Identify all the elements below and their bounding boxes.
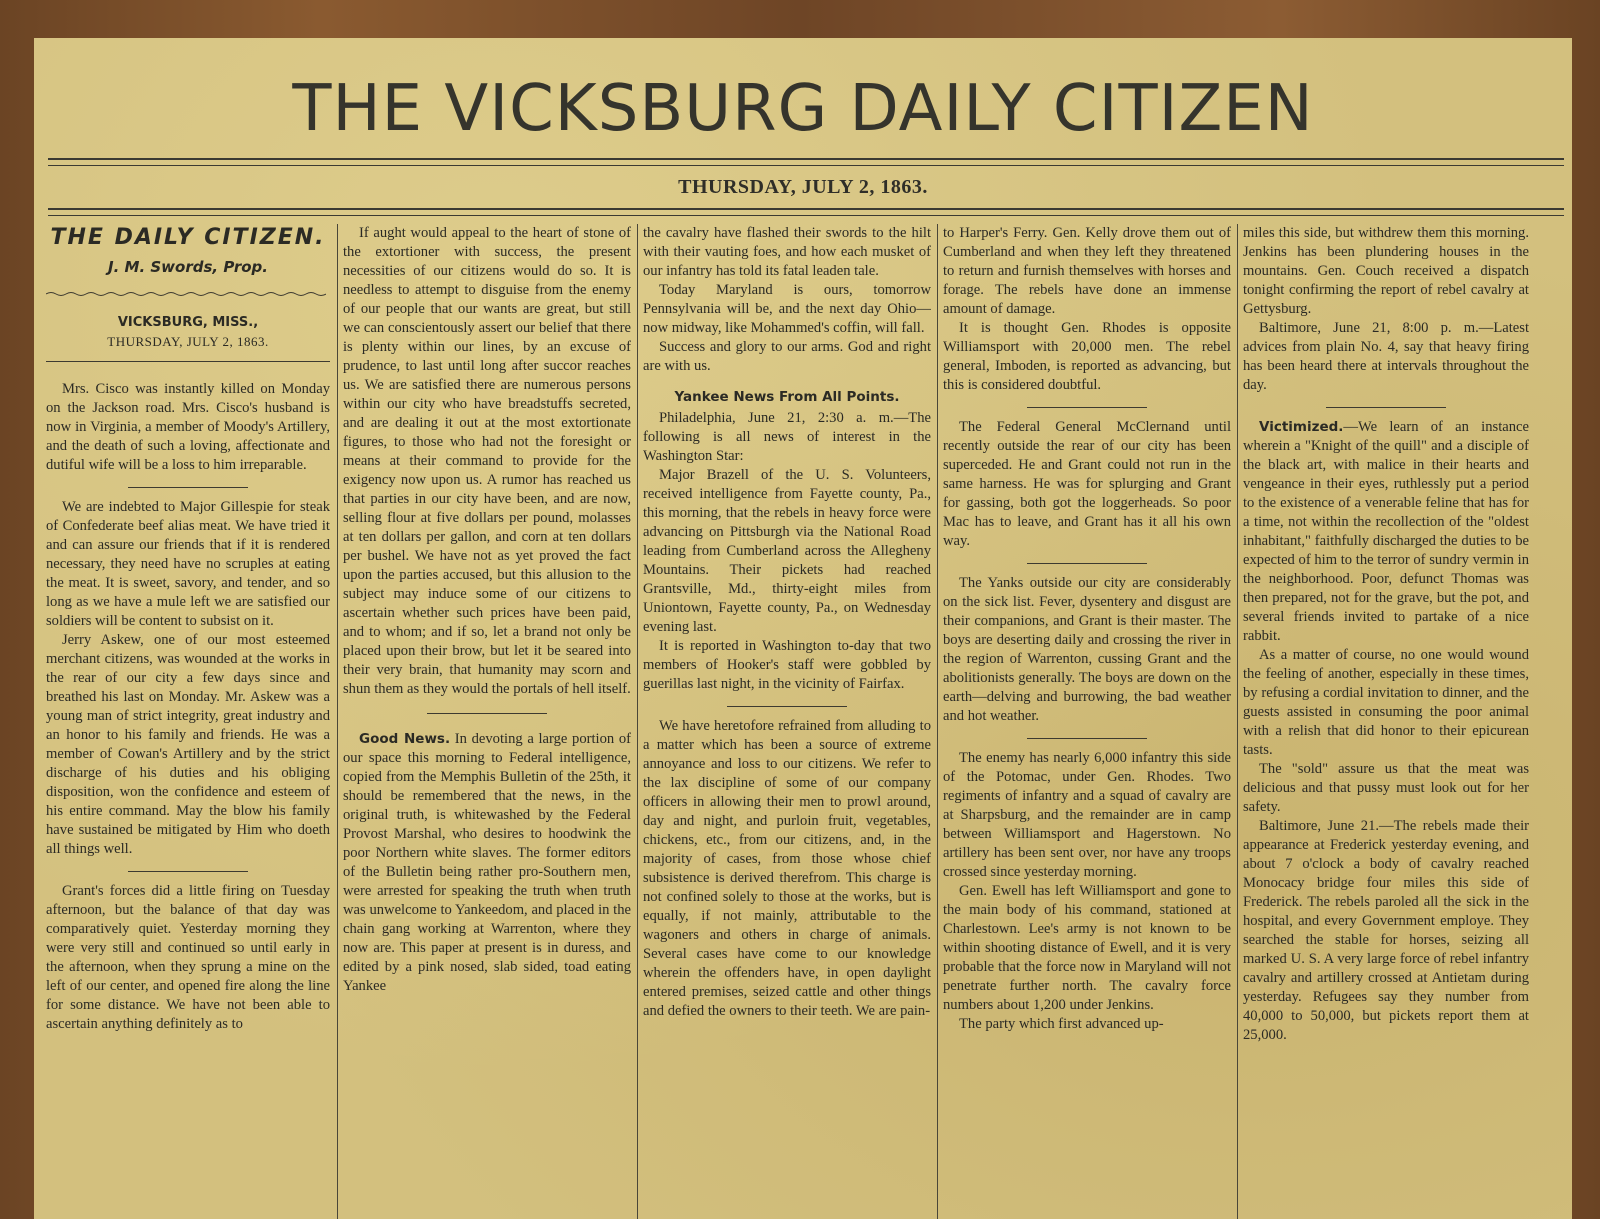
article-paragraph: Mrs. Cisco was instantly killed on Monday on the Jackson road. Mrs. Cisco's husband is now in Virginia, a member of Moody's Artillery, and the death of such a loving, affectionate and dutiful wife will be a loss to him irreparable.	[46, 381, 330, 473]
column-date-line: THURSDAY, JULY 2, 1863.	[107, 334, 269, 349]
column-rule	[46, 361, 330, 362]
article-paragraph: The party which first advanced up-	[959, 1016, 1164, 1032]
column-1	[46, 224, 330, 1219]
article-heading: Good News.	[359, 731, 451, 747]
newspaper-page	[34, 38, 1572, 1219]
article-paragraph: As a matter of course, no one would wound the feeling of another, especially in these times, by refusing a cordial invitation to dinner, and the guests assisted in consuming the poor animal with a relish that did honor to their epicurean tasts.	[1243, 647, 1529, 758]
article-heading: Victimized.	[1259, 419, 1344, 435]
article-separator	[1027, 738, 1147, 739]
article-paragraph: Philadelphia, June 21, 2:30 a. m.—The following is all news of interest in the Washington Star:	[643, 410, 931, 464]
article-paragraph: the cavalry have flashed their swords to the hilt with their vauting foes, and how each musket of our infantry has told its fatal leaden tale.	[643, 225, 931, 279]
column-4	[943, 224, 1231, 1219]
article-paragraph: Gen. Ewell has left Williamsport and gone to the main body of his command, stationed at Charlestown. Lee's army is not known to be within shooting distance of Ewell, and it is very probable that the force now in Maryland will not penetrate further north. The cavalry force numbers about 1,200 under Jenkins.	[943, 883, 1231, 1013]
article-paragraph: Success and glory to our arms. God and right are with us.	[643, 339, 931, 374]
article-paragraph: The Yanks outside our city are considerably on the sick list. Fever, dysentery and disgust are their companions, and Grant is their master. The boys are deserting daily and crossing the river in the region of Warrenton, cussing Grant and the abolitionists generally. The boys are down on the earth—delving and burrowing, the bad weather and hot weather.	[943, 575, 1231, 724]
article-separator	[727, 706, 847, 707]
article-paragraph: If aught would appeal to the heart of stone of the extortioner with success, the present necessities of our citizens would do so. It is needless to attempt to disguise from the enemy of our people that our wants are great, but still we can conscientously assert our belief that there is plenty within our lines, by an excuse of prudence, to last until long after succor reaches us. We are satisfied there are numerous persons within our city who have breadstuffs secreted, and are dealing it out at the most extortionate figures, to those who had not the foresight or means at their command to provide for the exigency now upon us. A rumor has reached us that parties in our city have been, and are now, selling flour at five dollars per pound, molasses at ten dollars per gallon, and corn at ten dollars per bushel. We have not as yet proved the fact upon the parties accused, but this allusion to the subject may induce some of our citizens to ascertain whether such prices have been paid, and to whom; and if so, let a brand not only be placed upon their brow, but let it be seared into their very brain, that humanity may scorn and shun them as they would the portals of hell itself.	[343, 225, 631, 697]
column-title: THE DAILY CITIZEN.	[50, 225, 326, 250]
article-body: —We learn of an instance wherein a "Knight of the quill" and a disciple of the black art, with malice in their hearts and vengeance in their eyes, ruthlessly put a period to the existence of a venerable feline that has for a time, not within the recollection of the "oldest inhabitant," faithfully discharged the duties to be expected of him to the terror of sundry vermin in the neighborhood. Poor, defunct Thomas was then prepared, not for the grave, but the pot, and several friends invited to partake of a nice rabbit.	[1243, 419, 1529, 644]
article-paragraph: Grant's forces did a little firing on Tuesday afternoon, but the balance of that day was comparatively quiet. Yesterday morning they were very still and continued so until early in the afternoon, when they sprung a mine on the left of our center, and opened fire along the line for some distance. We have not been able to ascertain anything definitely as to	[46, 883, 330, 1032]
article-paragraph: We have heretofore refrained from alluding to a matter which has been a source of extreme annoyance and loss to our citizens. We refer to the lax discipline of some of our company officers in allowing their men to prowl around, day and night, and purloin fruit, vegetables, chickens, etc., from our citizens, and, in the majority of cases, from those whose chief subsistence is derived therefrom. This charge is not confined solely to those at the works, but is equally, if not mainly, attributable to the wagoners and others in charge of animals. Several cases have come to our knowledge wherein the offenders have, in open daylight entered premises, seized cattle and other things and defied the owners to their teeth. We are pain-	[643, 718, 931, 1019]
column-3	[643, 224, 931, 1219]
article-paragraph: The "sold" assure us that the meat was delicious and that pussy must look out for her safety.	[1243, 761, 1529, 815]
article-paragraph: miles this side, but withdrew them this morning. Jenkins has been plundering houses in the mountains. Gen. Couch received a dispatch tonight confirming the report of rebel cavalry at Gettysburg.	[1243, 225, 1529, 317]
article-paragraph	[343, 730, 631, 996]
place-line: VICKSBURG, MISS.,	[117, 315, 259, 330]
article-paragraph: to Harper's Ferry. Gen. Kelly drove them out of Cumberland and when they left they threatened to return and furnish themselves with horses and forage. The rebels have done an immense amount of damage.	[943, 225, 1231, 317]
column-2	[343, 224, 631, 1219]
article-paragraph	[1243, 418, 1529, 646]
article-paragraph: The Federal General McClernand until recently outside the rear of our city has been superceded. He and Grant could not run in the same harness. He was for splurging and Grant for gassing, both got the loggerheads. So poor Mac has to leave, and Grant has it all his own way.	[943, 419, 1231, 549]
article-paragraph: It is reported in Washington to-day that two members of Hooker's staff were gobbled by guerillas last night, in the vicinity of Fairfax.	[643, 638, 931, 692]
column-divider	[637, 224, 638, 1219]
article-paragraph: The enemy has nearly 6,000 infantry this side of the Potomac, under Gen. Rhodes. Two regiments of infantry and a squad of cavalry are at Sharpsburg, and the remainder are in camp between Williamsport and Hagerstown. No artillery has been sent over, nor have any troops crossed since yesterday morning.	[943, 750, 1231, 880]
column-divider	[937, 224, 938, 1219]
article-body: In devoting a large portion of our space this morning to Federal intelligence, copied from the Memphis Bulletin of the 25th, it should be remembered that the news, in the original truth, is whitewashed by the Federal Provost Marshal, who desires to hoodwink the poor Northern white slaves. The former editors of the Bulletin being rather pro-Southern men, were arrested for speaking the truth when truth was unwelcome to Yankeedom, and placed in the chain gang working at Warrenton, where they now are. This paper at present is in duress, and edited by a pink nosed, slab sided, toad eating Yankee	[343, 731, 631, 994]
column-5	[1243, 224, 1529, 1219]
article-separator	[1326, 407, 1446, 408]
article-separator	[128, 487, 248, 488]
masthead-rule-bottom	[48, 208, 1564, 216]
article-paragraph: Today Maryland is ours, tomorrow Pennsylvania will be, and the next day Ohio—now midway, like Mohammed's coffin, will fall.	[643, 282, 931, 336]
article-paragraph: We are indebted to Major Gillespie for steak of Confederate beef alias meat. We have tried it and can assure our friends that if it is rendered necessary, they need have no scruples at eating the meat. It is sweet, savory, and tender, and so long as we have a mule left we are satisfied our soldiers will be content to subsist on it.	[46, 499, 330, 629]
proprietor-line: J. M. Swords, Prop.	[108, 258, 268, 276]
article-paragraph: Baltimore, June 21, 8:00 p. m.—Latest advices from plain No. 4, say that heavy firing has been heard there at intervals throughout the day.	[1243, 320, 1529, 393]
article-paragraph: It is thought Gen. Rhodes is opposite Williamsport with 20,000 men. The rebel general, Imboden, is reported as advancing, but this is considered doubtful.	[943, 320, 1231, 393]
masthead-date: THURSDAY, JULY 2, 1863.	[678, 176, 928, 198]
article-heading: Yankee News From All Points.	[674, 389, 900, 405]
column-divider	[1237, 224, 1238, 1219]
ornamental-wave-rule	[46, 291, 326, 297]
article-separator	[128, 871, 248, 872]
article-separator	[1027, 563, 1147, 564]
article-separator	[427, 713, 547, 714]
article-paragraph: Jerry Askew, one of our most esteemed merchant citizens, was wounded at the works in the rear of our city a few days since and breathed his last on Monday. Mr. Askew was a young man of strict integrity, great industry and an honor to his family and friends. He was a member of Cowan's Artillery and by the strict discharge of his duties and his obliging disposition, won the confidence and esteem of his entire command. May the blow his family have sustained be mitigated by Him who doeth all things well.	[46, 632, 330, 857]
article-paragraph: Baltimore, June 21.—The rebels made their appearance at Frederick yesterday evening, and about 7 o'clock a body of cavalry reached Monocacy bridge four miles this side of Frederick. The rebels paroled all the sick in the hospital, and every Government employe. They searched the stable for horses, seizing all marked U. S. A very large force of rebel infantry cavalry and artillery crossed at Antietam during yesterday. Refugees say they number from 40,000 to 50,000, but pickets report them at 25,000.	[1243, 818, 1529, 1043]
article-paragraph: Major Brazell of the U. S. Volunteers, received intelligence from Fayette county, Pa., this morning, that the rebels in heavy force were advancing on Pittsburgh via the National Road leading from Cumberland across the Allegheny Mountains. Their pickets had reached Grantsville, Md., thirty-eight miles from Uniontown, Fayette county, Pa., on Wednesday evening last.	[643, 467, 931, 635]
article-separator	[1027, 407, 1147, 408]
column-divider	[337, 224, 338, 1219]
masthead-rule-top	[48, 158, 1564, 166]
masthead-title: THE VICKSBURG DAILY CITIZEN	[292, 72, 1314, 146]
